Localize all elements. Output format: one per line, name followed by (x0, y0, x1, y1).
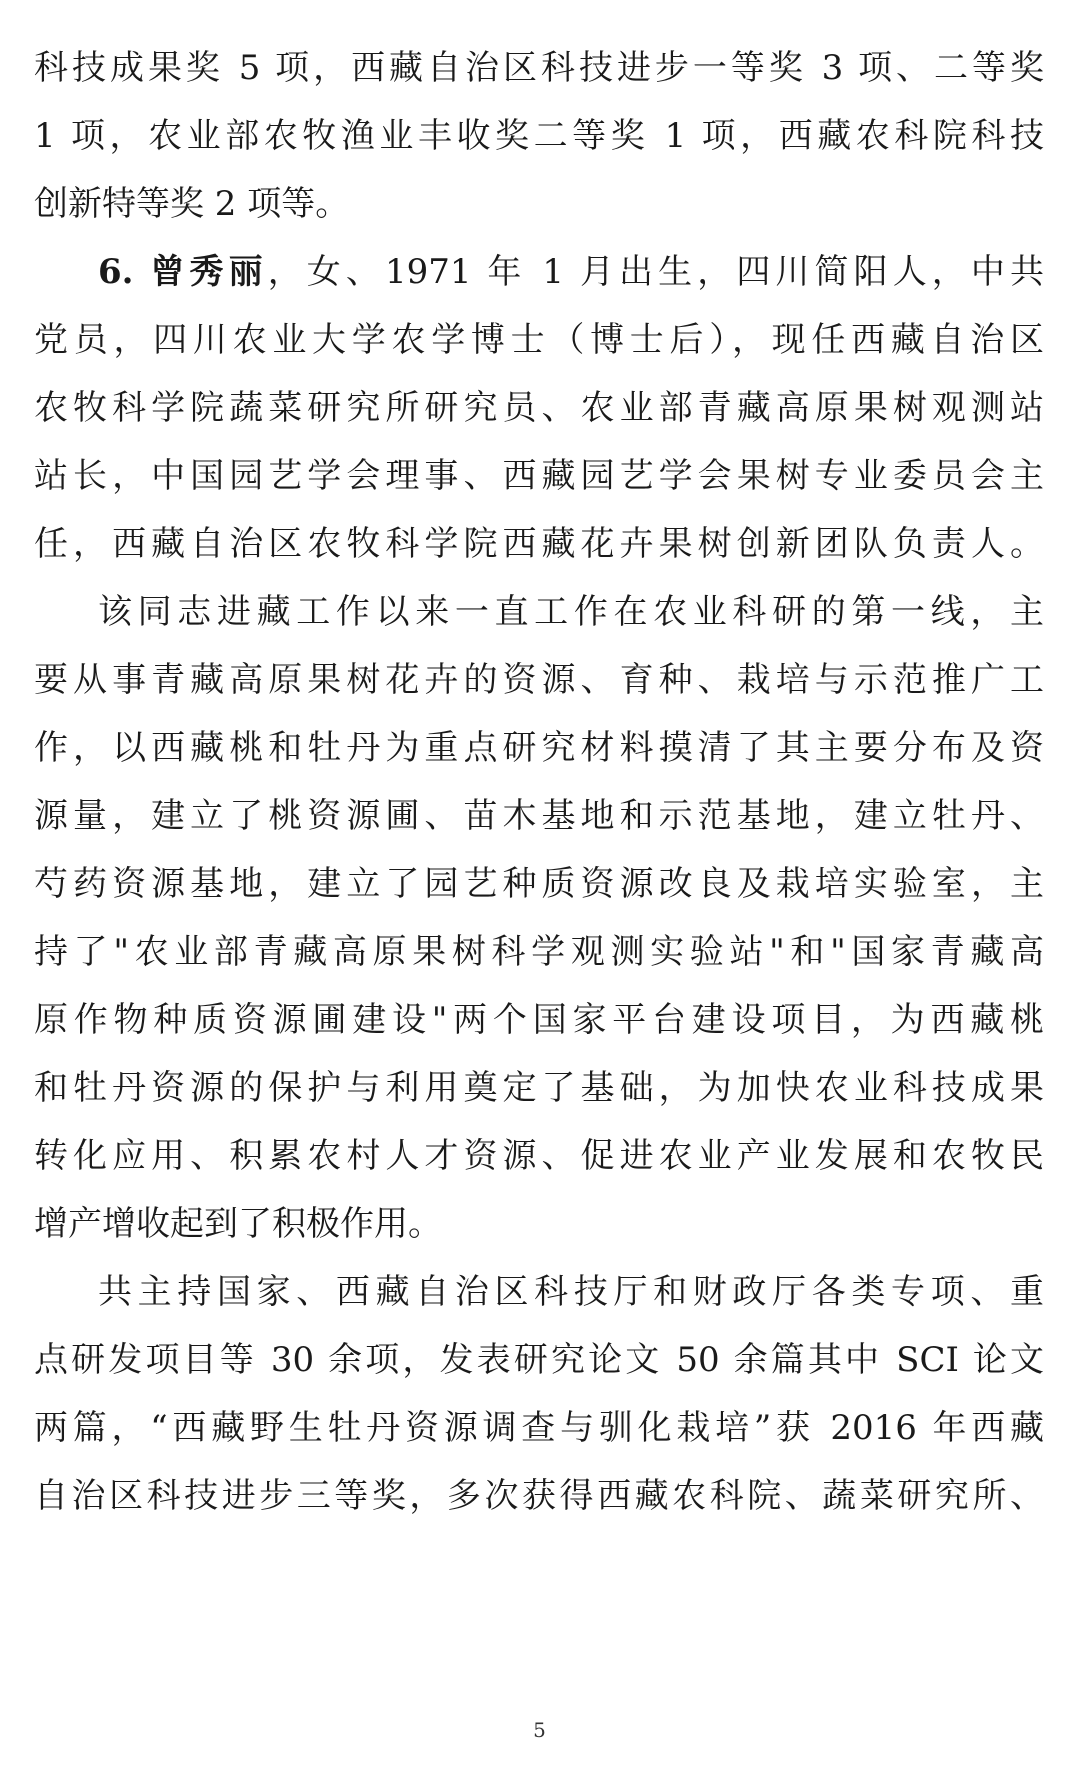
paragraph-line: 共主持国家、西藏自治区科技厅和财政厅各类专项、重 (98, 1272, 1044, 1312)
paragraph-line: 和牡丹资源的保护与利用奠定了基础，为加快农业科技成果 (34, 1068, 1044, 1108)
paragraph-line: 1 项，农业部农牧渔业丰收奖二等奖 1 项，西藏农科院科技 (34, 116, 1044, 156)
paragraph-line: 任，西藏自治区农牧科学院西藏花卉果树创新团队负责人。 (34, 524, 1044, 564)
paragraph-line: 党员，四川农业大学农学博士（博士后），现任西藏自治区 (34, 320, 1044, 360)
paragraph-line: 站长，中国园艺学会理事、西藏园艺学会果树专业委员会主 (34, 456, 1044, 496)
paragraph-line: 两篇，“西藏野生牡丹资源调查与驯化栽培”获 2016 年西藏 (34, 1408, 1044, 1448)
person-name-heading: 6. 曾秀丽 (98, 252, 268, 292)
paragraph-line: 原作物种质资源圃建设"两个国家平台建设项目，为西藏桃 (34, 1000, 1044, 1040)
paragraph-line: 转化应用、积累农村人才资源、促进农业产业发展和农牧民 (34, 1136, 1044, 1176)
paragraph-line: 农牧科学院蔬菜研究所研究员、农业部青藏高原果树观测站 (34, 388, 1044, 428)
paragraph-line: 科技成果奖 5 项，西藏自治区科技进步一等奖 3 项、二等奖 (34, 48, 1044, 88)
paragraph-line (98, 242, 1044, 302)
paragraph-line: 作，以西藏桃和牡丹为重点研究材料摸清了其主要分布及资 (34, 728, 1044, 768)
paragraph-line: 持了"农业部青藏高原果树科学观测实验站"和"国家青藏高 (34, 932, 1044, 972)
paragraph-line: 源量，建立了桃资源圃、苗木基地和示范基地，建立牡丹、 (34, 796, 1044, 836)
paragraph-line: 创新特等奖 2 项等。 (34, 184, 350, 224)
paragraph-line: 自治区科技进步三等奖，多次获得西藏农科院、蔬菜研究所、 (34, 1476, 1044, 1516)
paragraph-line: 增产增收起到了积极作用。 (34, 1204, 442, 1244)
paragraph-line: 芍药资源基地，建立了园艺种质资源改良及栽培实验室，主 (34, 864, 1044, 904)
paragraph-line: 要从事青藏高原果树花卉的资源、育种、栽培与示范推广工 (34, 660, 1044, 700)
paragraph-line: 该同志进藏工作以来一直工作在农业科研的第一线，主 (98, 592, 1044, 632)
paragraph-line: 点研发项目等 30 余项，发表研究论文 50 余篇其中 SCI 论文 (34, 1340, 1044, 1380)
page-number: 5 (533, 1718, 546, 1742)
paragraph-text: ，女、1971 年 1 月出生，四川简阳人，中共 (267, 252, 1044, 292)
